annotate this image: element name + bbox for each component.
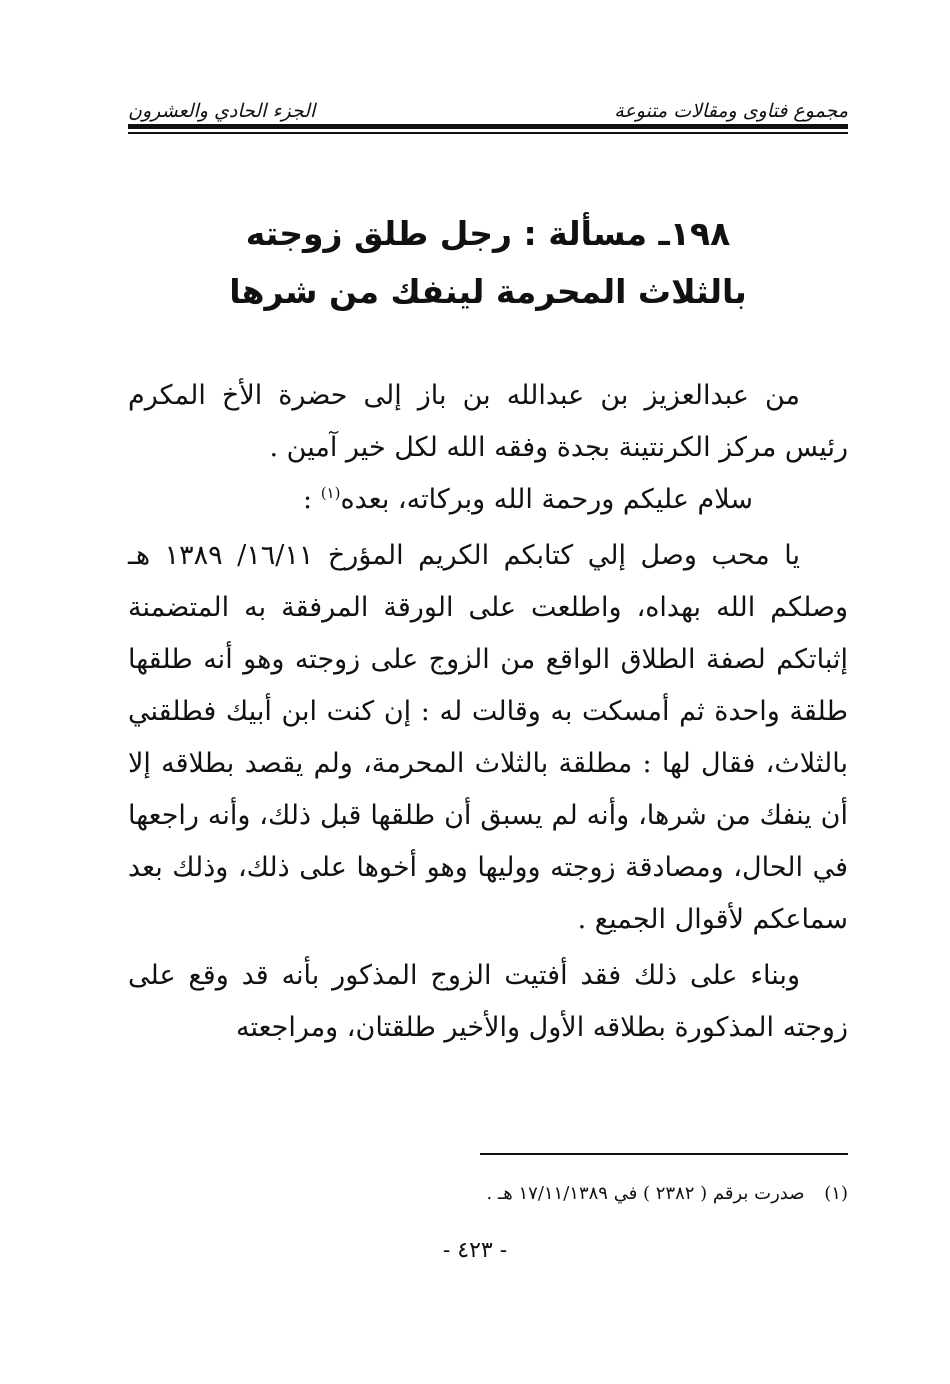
salutation-text: سلام عليكم ورحمة الله وبركاته، بعده bbox=[340, 484, 753, 515]
header-rule-thin bbox=[128, 132, 848, 134]
section-title bbox=[128, 205, 848, 321]
salutation-colon: : bbox=[303, 484, 321, 515]
header-book-title: مجموع فتاوى ومقالات متنوعة bbox=[614, 100, 848, 122]
footnote-text: صدرت برقم ( ٢٣٨٢ ) في ١٧/١١/١٣٨٩ هـ . bbox=[486, 1183, 805, 1204]
title-line-1: ١٩٨ـ مسألة : رجل طلق زوجته bbox=[245, 214, 731, 253]
title-line-2: بالثلاث المحرمة لينفك من شرها bbox=[229, 272, 747, 311]
footnote-separator bbox=[480, 1153, 848, 1155]
running-header bbox=[128, 88, 848, 122]
footnote-reference: (١) bbox=[320, 484, 341, 502]
footnote bbox=[128, 1180, 848, 1208]
letter-paragraph-2: وبناء على ذلك فقد أفتيت الزوج المذكور بأنه قد وقع على زوجته المذكورة بطلاقه الأول والأخير طلقتان، ومراجعته bbox=[128, 960, 848, 1043]
footnote-number: (١) bbox=[824, 1183, 848, 1204]
letter-body bbox=[128, 370, 848, 1054]
header-volume: الجزء الحادي والعشرون bbox=[128, 100, 316, 122]
letter-salutation bbox=[128, 474, 848, 526]
letter-paragraph-1: يا محب وصل إلي كتابكم الكريم المؤرخ ١٦/١١/ ١٣٨٩ هـ وصلكم الله بهداه، واطلعت على الورقة المرفقة به المتضمنة إثباتكم لصفة الطلاق الواقع من الزوج على زوجته وهو أنه طلقها طلقة واحدة ثم أمسكت به وقالت له : إن كنت ابن أبيك فطلقني بالثلاث، فقال لها : مطلقة بالثلاث المحرمة، ولم يقصد بطلاقه إلا أن ينفك من شرها، وأنه لم يسبق أن طلقها قبل ذلك، وأنه راجعها في الحال، ومصادقة زوجته ووليها وهو أخوها على ذلك، وذلك بعد سماعكم لأقوال الجميع . bbox=[128, 540, 848, 935]
page-number: - ٤٢٣ - bbox=[442, 1238, 508, 1263]
letter-opening: من عبدالعزيز بن عبدالله بن باز إلى حضرة الأخ المكرم رئيس مركز الكرنتينة بجدة وفقه الله لكل خير آمين . bbox=[128, 380, 848, 463]
header-rule bbox=[128, 124, 848, 129]
